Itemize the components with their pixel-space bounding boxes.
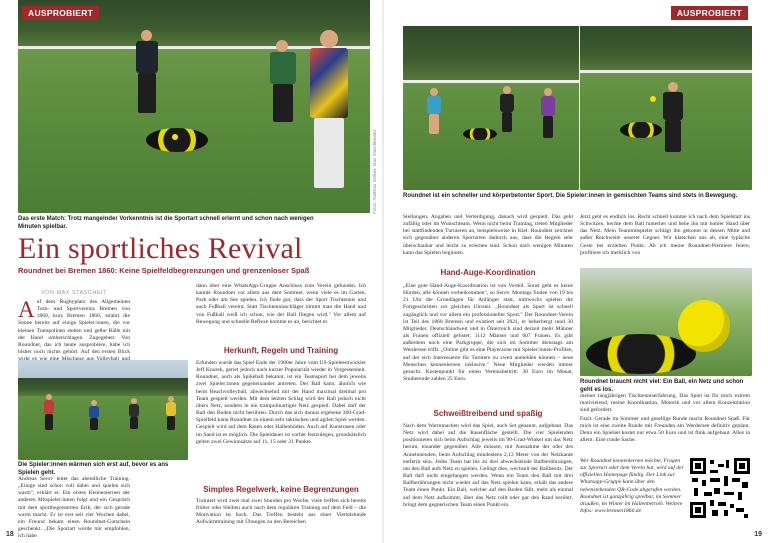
photo-credit: Fotos: Andreas Sellner, Max Staschkiewitz <box>372 129 377 214</box>
player-left <box>128 24 168 124</box>
paragraph-whatsapp: dann über eine WhatsApp-Gruppe Anschluss zum Verein gefunden. Ich kannte Roundnet vor allem aus dem Sommer, wenn viele es im Garten, Park oder am See spielen. Ich finde gut, dass der Sport Tischtennis und auch Fußball vereint. Statt Tischtennisschläger nimmt man die Hand und von Fußball weiß ich schon, wie der Ball fliegen wird." Vor allem auf Bewegung und schnelle Reflexe komme es an, berichtet er. <box>196 283 366 325</box>
right-column-1-body <box>403 283 573 405</box>
right-page <box>384 0 768 543</box>
game-photo-2 <box>580 26 752 190</box>
paragraph-motivation: meiner langjährigen Tischtenniserfahrung. Das Spiel ist für mich extrem motivierend, meine Koordination, Motorik und vor allem Konzentration sind gefordert. <box>580 393 750 414</box>
subhead-koordination: Hand-Auge-Koordination <box>440 268 536 277</box>
warmup-player-2 <box>88 400 100 432</box>
ball-photo-caption: Roundnet braucht nicht viel: Ein Ball, ein Netz und schon geht es los. <box>580 379 744 393</box>
player-right <box>296 22 366 212</box>
ball-closeup <box>678 300 730 352</box>
fence-2 <box>403 80 579 83</box>
left-column-2-body <box>196 360 366 482</box>
warmup-photo-caption: Die Spieler:innen wärmen sich erst auf, bevor es ans Spielen geht. <box>18 462 169 476</box>
paragraph-spielstart: Jetzt geht es endlich los. Recht schnell komme ich nach dem Spielstart ins Schwitzen, hechte dem Ball hinterher und hebe ihn mit hohler Hand über das Netz. Mein Teammitspieler schlägt ihn gekonnt in dessen Mitte und außer Reichweite unserer Gegner. Wir klatschen uns ab, eine typische Geste bei erzielten Punkt. Ab ich meine Roundnet-Premiere feiere, profitiere ich merklich von <box>580 214 750 256</box>
paragraph-fazit: Fazit: Gerade im Sommer und gesellige Runde macht Roundnet Spaß. Für mich ist eine zweite Runde mit Freunden am Werdersee definitiv geplant. Denn ein Spielset kostet nur etwa 50 Euro und ist flink aufgebaut. Alles in allem: Eine runde Sache. <box>580 416 750 444</box>
byline: VON MAX STASCHEIT <box>41 290 107 296</box>
right-column-1 <box>403 214 573 264</box>
main-photo <box>18 0 370 213</box>
page-number-left: 18 <box>6 531 14 538</box>
roundnet-set-3 <box>620 122 662 138</box>
trees-background-3 <box>403 26 579 82</box>
paragraph-turniere: Stellungen, Angaben und Verteidigung, danach wird gespielt. Das geht zufällig oder im Wunschteam. Wenn nicht beim Training, treten Mitglieder bei stattfindenden Turnieren an, beispielsweise in Kiel. Roundnet zeichnet sich gegenüber anderen Sportarten dadurch aus, dass die Regeln sehr überschaubar und leicht zu erlernen sind. Schon nach wenigen Minuten kann das Spielen beginnen. <box>403 214 573 256</box>
section-tag-left: AUSPROBIERT <box>22 6 99 20</box>
roundnet-set <box>146 128 208 152</box>
warmup-photo <box>18 360 188 460</box>
warmup-player-1 <box>42 394 56 434</box>
drop-cap: A <box>18 297 35 322</box>
main-photo-caption: Das erste Match: Trotz mangelnder Vorkenntnis ist die Sportart schnell erlernt und schon nach wenigen Minuten spielbar. <box>18 216 314 230</box>
paragraph-training: Trainiert wird zwei mal zwei Stunden pro Woche, viele treffen sich bereits früher oder bleiben auch nach dem regulären Training auf dem Feld – die Motivation ist hoch. Das Treffen besteht aus einer Viertelstunde Aufwärmtraining mit Übungen zu den Bereichen <box>196 498 366 526</box>
article-headline: Ein sportliches Revival <box>18 232 303 265</box>
paragraph-serov: Andreas Serov leitet das abendliche Training. „Einige sind schon voll dabei und spielen sich warm", erklärt er. Ein erstes Kennenlernen der anderen Mitspieler:innen folgt und ein Gespräch mit dem sportbegeisterten Erik, der sich gerade warm macht. Er ist erst seit vier Wochen dabei, ein Freund bekam einen Roundnet-Gutschein geschenkt. „Die Sportart wurde mir empfohlen, ich habe <box>18 476 130 540</box>
game-player-3 <box>538 88 558 144</box>
warmup-player-4 <box>164 396 178 434</box>
game-photo-caption: Roundnet ist ein schneller und körperbetonter Sport. Die Spieler:innen in gemischten Teams sind stets in Bewegung. <box>403 193 738 199</box>
subhead-herkunft: Herkunft, Regeln und Training <box>223 346 339 355</box>
left-column-2-tail <box>196 498 366 534</box>
right-column-1-tail <box>403 423 573 535</box>
fence-3 <box>580 70 752 73</box>
trees-background-4 <box>580 26 752 72</box>
subhead-schweiss: Schweißtreibend und spaßig <box>433 409 543 418</box>
paragraph-aufbau: Nach dem Warmmachen wird das Spiel, auch Set genannt, aufgebaut. Das Netz wird dabei auf die Rasenfläche gestellt. Die vier Spielenden positionieren sich beim Aufschlag jeweils im 90-Grad-Winkel um das Netz herum, einander gegenüber. Alle müssen, mit Ausnahme der oder des Annehmenden, beim Aufschlag mindestens 2,13 Meter von der Netzkante entfernt sein. Jedes Team hat bis zu drei abwechselnde Ballberührungen, um den Ball aufs Netz zu spielen. Gelingt dies, wechselt der Ballbesitz. Der Ball darf nicht eingefangen werden. Wenn ein Team den Ball mit drei Ballberührungen nicht wieder auf das Netz spielen kann, erhält das andere Team einen Punkt. Ein Ball, welcher auf den Boden fällt, mehr als einmal auf dem Netz aufkommt, über das Netz rollt oder gar den Rand berührt, bringt dem gegnerischen Team einen Punkt ein. <box>403 423 573 508</box>
game-player-1 <box>425 88 443 140</box>
article-deck: Roundnet bei Bremen 1860: Keine Spielfeldbegrenzungen und grenzenloser Spaß <box>18 266 310 275</box>
ball-photo <box>580 268 752 376</box>
game-player-2 <box>498 86 516 136</box>
right-column-2-fazit <box>580 416 750 452</box>
intro-text: uf dem Rugbyplatz des Allgemeinen Turn- und Sportvereins Bremen von 1860, kurz Bremen 1860, strahlt die Sonne bereits auf einige Spieler:innen, die vor kleinen Trampolinen stehen und gelbe Bälle mit der Hand umherschlagen. Zugegeben: Von Roundnet, das ich heute ausprobiere, habe ich bisher noch nichts gehört. Auf den ersten Blick <box>18 299 130 356</box>
paragraph-herkunft: Erfunden wurde das Spiel Ende der 1980er Jahre vom US-Spieleentwickler Jeff Knurek, geriet jedoch nach kurzer Popularität wieder in Vergessenheit. Roundnet, auch als Spikeball bekannt, ist ein Teamsport bei dem jeweils zwei Spieler:innen gegeneinander antreten. Der Ball kann, ähnlich wie beim Beachvolleyball, abwechselnd mit der Hand maximal dreimal pro Team gespielt werden. Mit dem letzten Schlag wird der Ball jedoch nicht übers Netz, sondern in ein trampolinartiges Netz gespielt. Dabei darf der Ball den Boden nicht berühren. Durch das sich daraus ergebene 360-Grad-Spielfeld kann Roundnet zu einem sehr taktischen und agilen Spiel werden. Gespielt wird auf dem Rasen oder Hallenböden. Auch auf Kunstrasen oder im Sand ist es möglich. Die Spieldauer ist vorher festzulegen, grundsätzlich gelten zwei Gewinnsätze auf 11, 15 oder 21 Punkte. <box>196 360 366 445</box>
left-column-2 <box>196 283 366 341</box>
game-player-4 <box>658 82 688 158</box>
right-column-2-body <box>580 393 750 415</box>
left-column-1 <box>18 299 130 357</box>
game-photo-1 <box>403 26 579 190</box>
roundnet-closeup <box>586 334 696 374</box>
roundnet-set-2 <box>463 128 497 140</box>
paragraph-koordination: „Eine gute Hand-Auge-Koordination ist von Vorteil. Sonst geht es keine Hürden, alle können vorbeikommen", so Serov. Montags finden von 19 bis 21 Uhr die Grundlagen für Anfänger statt, mittwochs spielen die Fortgeschritten zur gleichen Uhrzeit. „Roundnet als Sport ist schnell zugänglich und vor allem ein professioneller Sport." Der Roundnet-Verein ist Teil des 1860 Bremen und existiert seit 2021, er beherbergt rund 30 Mitglieder. Deutschlandweit und in Österreich sind derzeit mehr Männer als Frauen offiziell gelistet: 1112 Männer und 607 Frauen. Es gibt außerdem noch eine Parkgruppe, die sich im Sommer dienstags am Werdersee trifft. „Online gibt es eine Playerzone mit Spieler:innen-Profilen, auf der sich Interessierte für Turniere zu zweit anmelden können – neue Menschen kennenlernen inklusive." Neue Mitglieder werden immer gesucht. Kostenpunkt für einen Vereinsbeitritt: 30 Euro im Monat, Studierende zahlen 25 Euro. <box>403 283 573 383</box>
right-column-2 <box>580 214 750 264</box>
subhead-regelwerk: Simples Regelwerk, keine Begrenzungen <box>203 485 359 494</box>
warmup-player-3 <box>128 398 140 432</box>
info-box: Wer Roundnet kennenlernen möchte, Fragen zur Sportart oder dem Verein hat, wird auf der offiziellen Homepage fündig. Der Link zur Whatsapp-Gruppe kann über den nebenstehenden QR-Code abgerufen werden. Roundnet ist ganzjährig spielbar, im Sommer draußen, im Winter im Hallenbetrieb. Weitere Infos: www.bremen1860.de <box>580 458 684 515</box>
ball <box>172 134 178 140</box>
ball-2 <box>650 96 656 102</box>
left-column-1-continued <box>18 476 130 540</box>
page-number-right: 19 <box>754 531 762 538</box>
qr-code[interactable] <box>690 458 750 518</box>
section-tag-right: AUSPROBIERT <box>671 6 748 20</box>
